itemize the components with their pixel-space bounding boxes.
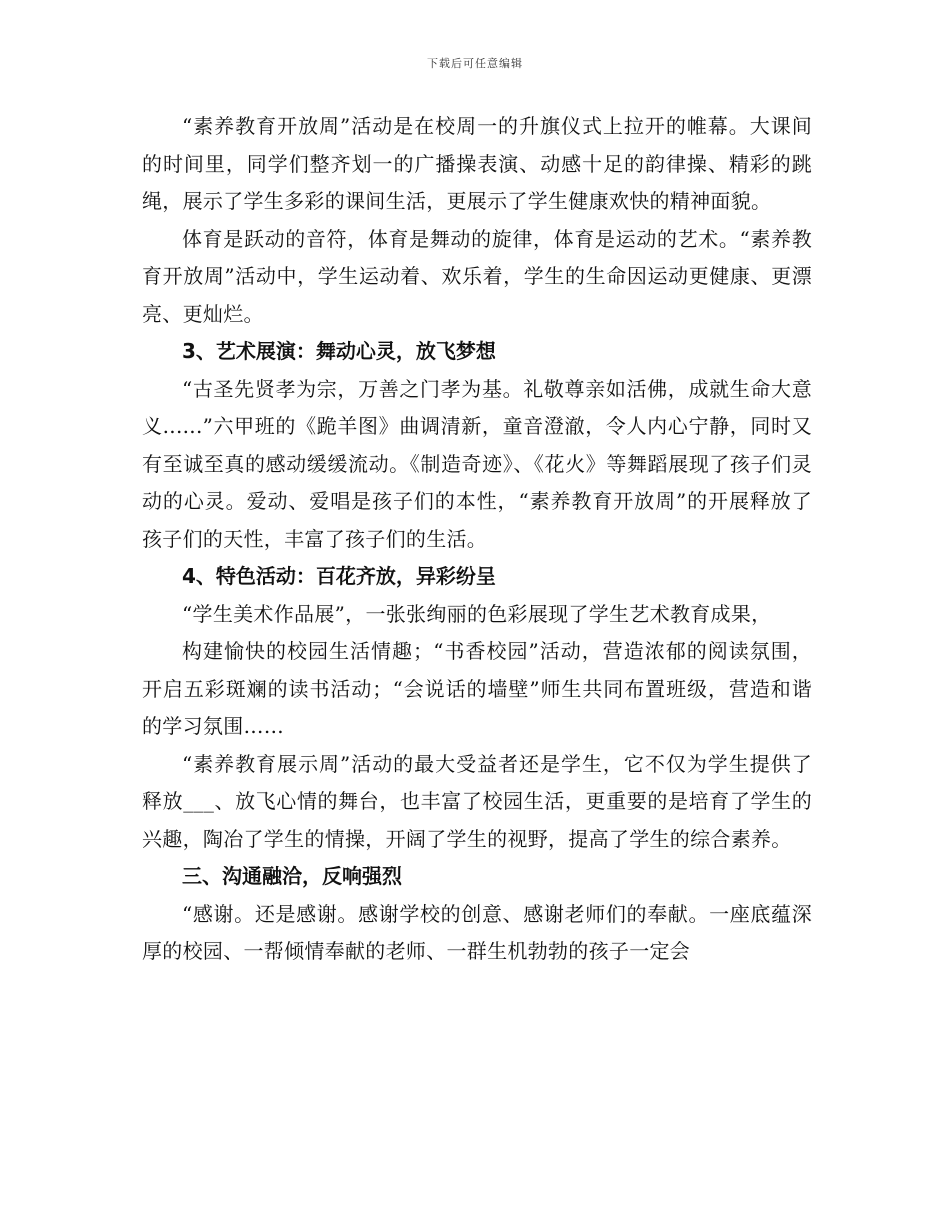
heading-communication: 三、沟通融洽，反响强烈 xyxy=(182,864,402,888)
document-body xyxy=(142,108,812,971)
paragraph-campus-life: 构建愉快的校园生活情趣；“书香校园”活动，营造浓郁的阅读氛围，开启五彩斑斓的读书活动；“会说话的墙壁”师生共同布置班级，营造和谐的学习氛围…… xyxy=(142,639,812,738)
paragraph-art-performance: “古圣先贤孝为宗，万善之门孝为基。礼敬尊亲如活佛，成就生命大意义......”六甲班的《跪羊图》曲调清新，童音澄澈，令人内心宁静，同时又有至诚至真的感动缓缓流动。《制造奇迹》、《花火》等舞蹈展现了孩子们灵动的心灵。爱动、爱唱是孩子们的本性，“素养教育开放周”的开展释放了孩子们的天性，丰富了孩子们的生活。 xyxy=(142,376,812,551)
heading-art-performance: 3、艺术展演：舞动心灵，放飞梦想 xyxy=(182,339,496,363)
paragraph-flag-ceremony: “素养教育开放周”活动是在校周一的升旗仪式上拉开的帷幕。大课间的时间里，同学们整齐划一的广播操表演、动感十足的韵律操、精彩的跳绳，展示了学生多彩的课间生活，更展示了学生健康欢快的精神面貌。 xyxy=(142,114,812,213)
paragraph-art-exhibition: “学生美术作品展”，一张张绚丽的色彩展现了学生艺术教育成果， xyxy=(182,601,772,626)
heading-special-activities: 4、特色活动：百花齐放，异彩纷呈 xyxy=(182,564,496,588)
paragraph-thanks: “感谢。还是感谢。感谢学校的创意、感谢老师们的奉献。一座底蕴深厚的校园、一帮倾情奉献的老师、一群生机勃勃的孩子一定会 xyxy=(142,901,812,963)
page-header-note: 下载后可任意编辑 xyxy=(427,57,523,70)
paragraph-sports: 体育是跃动的音符，体育是舞动的旋律，体育是运动的艺术。“素养教育开放周”活动中，学生运动着、欢乐着，学生的生命因运动更健康、更漂亮、更灿烂。 xyxy=(142,226,812,326)
paragraph-beneficiaries: “素养教育展示周”活动的最大受益者还是学生，它不仅为学生提供了释放___、放飞心情的舞台，也丰富了校园生活，更重要的是培育了学生的兴趣，陶冶了学生的情操，开阔了学生的视野，提高了学生的综合素养。 xyxy=(142,751,812,851)
